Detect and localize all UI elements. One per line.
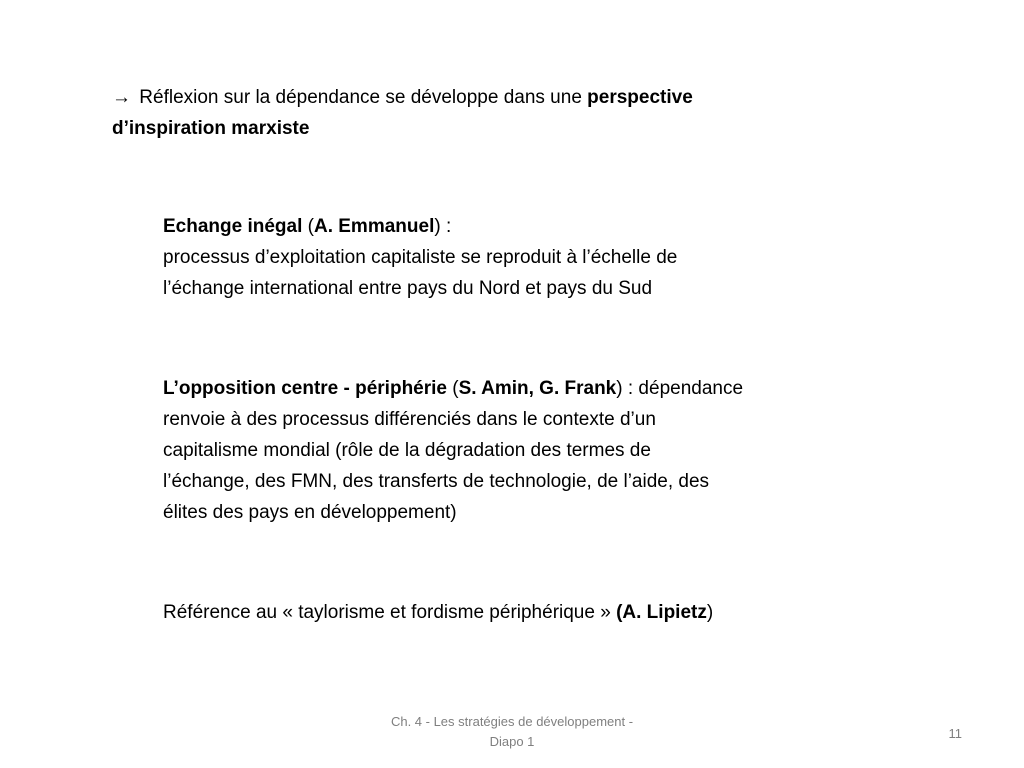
echange-inegal-block	[163, 211, 863, 304]
block-3-author: (A. Lipietz	[616, 602, 707, 623]
block-2-title: L’opposition centre - périphérie	[163, 378, 447, 399]
block-1-line-2: l’échange international entre pays du Nord et pays du Sud	[163, 278, 653, 299]
block-1-close: ) :	[434, 216, 452, 237]
block-2-tail: ) : dépendance	[616, 378, 744, 399]
centre-peripherie-block	[163, 373, 863, 528]
footer-line-2: Diapo 1	[489, 734, 535, 749]
slide-number: 11	[948, 726, 962, 741]
footer-title	[340, 712, 684, 752]
intro-text: Réflexion sur la dépendance se développe dans une	[134, 87, 588, 108]
intro-bold-1: perspective	[587, 87, 693, 108]
intro-paragraph	[112, 82, 852, 144]
block-2-line-1: renvoie à des processus différenciés dans le contexte d’un	[163, 409, 656, 430]
block-2-open-paren: (	[446, 378, 459, 399]
block-2-line-2: capitalisme mondial (rôle de la dégradation des termes de	[163, 440, 651, 461]
right-arrow-icon: →	[112, 87, 131, 108]
block-2-line-4: élites des pays en développement)	[163, 502, 457, 523]
block-3-text: Référence au « taylorisme et fordisme périphérique »	[163, 602, 617, 623]
reference-block	[163, 597, 863, 628]
block-3-close: )	[706, 602, 714, 623]
block-1-open-paren: (	[302, 216, 314, 237]
block-2-line-3: l’échange, des FMN, des transferts de technologie, de l’aide, des	[163, 471, 710, 492]
block-1-line-1: processus d’exploitation capitaliste se reproduit à l’échelle de	[163, 247, 678, 268]
block-1-author: A. Emmanuel	[313, 216, 435, 237]
block-2-authors: S. Amin, G. Frank	[458, 378, 617, 399]
footer-line-1: Ch. 4 - Les stratégies de développement -	[390, 714, 634, 729]
block-1-title: Echange inégal	[163, 216, 303, 237]
intro-bold-2: d’inspiration marxiste	[112, 118, 310, 139]
